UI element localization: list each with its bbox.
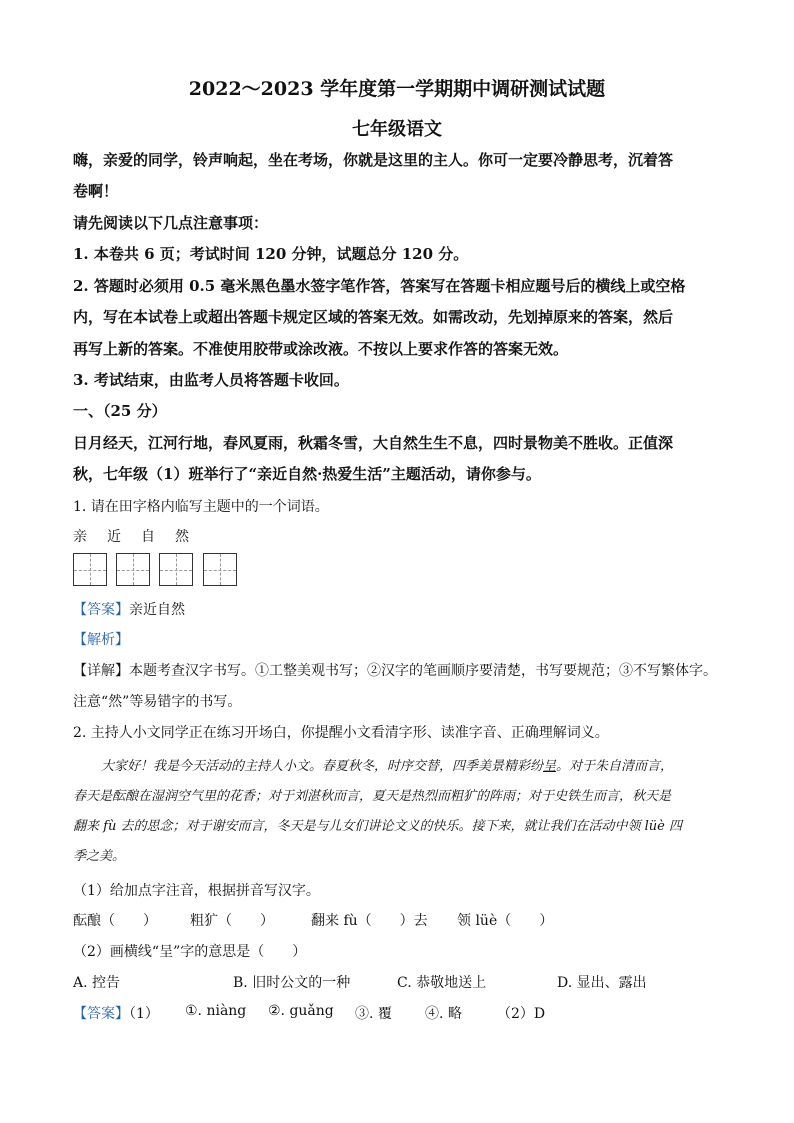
theme-char-4: 然	[175, 529, 189, 545]
exam-title: 2022～2023 学年度第一学期期中调研测试试题	[188, 78, 606, 100]
q2-sub-question-1: （1）给加点字注音，根据拼音写汉字。	[73, 883, 320, 899]
tianzige-box-3[interactable]	[159, 553, 193, 586]
notice-item-1: 1. 本卷共 6 页；考试时间 120 分钟，试题总分 120 分。	[73, 245, 469, 263]
intro-line-1: 嗨，亲爱的同学，铃声响起，坐在考场，你就是这里的主人。你可一定要冷静思考，沉着答	[73, 151, 674, 169]
q2-answer-part-2: ②. guǎng	[268, 1003, 334, 1019]
blank-ling-lue[interactable]: 领 lüè（ ）	[457, 913, 554, 929]
q2-answer: 【答案】（1）	[73, 1006, 159, 1022]
q2-answer-part-5: （2）D	[497, 1006, 546, 1022]
q1-detail	[73, 660, 717, 680]
notice-item-2-cont2: 再写上新的答案。不准使用胶带或涂改液。不按以上要求作答的答案无效。	[73, 340, 569, 358]
tianzige-box-2[interactable]	[116, 553, 150, 586]
q1-answer-text: 亲近自然	[129, 602, 185, 618]
blank-cuguang[interactable]: 粗犷（ ）	[190, 913, 274, 929]
blank-yunniang[interactable]: 酝酿（ ）	[73, 913, 157, 929]
question-1-text: 1. 请在田字格内临写主题中的一个词语。	[73, 499, 329, 515]
option-a[interactable]: A. 控告	[73, 975, 121, 991]
theme-char-2: 近	[107, 529, 121, 545]
blank-fanlai-fu[interactable]: 翻来 fù（ ）去	[311, 913, 428, 929]
tianzige-box-1[interactable]	[73, 553, 107, 586]
exam-subtitle: 七年级语文	[352, 119, 442, 140]
passage-line-2: 春天是酝酿在湿润空气里的花香；对于刘湛秋而言，夏天是热烈而粗犷的阵雨；对于史铁生而言，秋天是	[73, 789, 672, 804]
q1-detail-text: 本题考查汉字书写。①工整美观书写；②汉字的笔画顺序要清楚，书写要规范；③不写繁体字。	[129, 663, 717, 679]
question-2-text: 2. 主持人小文同学正在练习开场白，你提醒小文看清字形、读准字音、正确理解词义。	[73, 725, 609, 741]
passage-line-4: 季之美。	[73, 849, 126, 864]
passage-line-3: 翻来 fù 去的思念；对于谢安而言，冬天是与儿女们讲论文义的快乐。接下来，就让我们在活动中领 lüè 四	[73, 819, 682, 834]
passage-line-1: 大家好！我是今天活动的主持人小文。春夏秋冬，时序交替，四季美景精彩纷呈。对于朱自清而言，	[101, 759, 674, 774]
q1-answer	[73, 599, 185, 619]
q2-answer-part-4: ④. 略	[425, 1006, 462, 1022]
q1-detail-line-2: 注意“然”等易错字的书写。	[73, 694, 242, 710]
detail-tag: 【详解】	[73, 663, 129, 679]
option-b[interactable]: B. 旧时公文的一种	[233, 975, 351, 991]
theme-char-3: 自	[141, 529, 155, 545]
notice-item-2: 2. 答题时必须用 0.5 毫米黑色墨水签字笔作答，答案写在答题卡相应题号后的横线上或空格	[73, 277, 686, 295]
section-one-heading: 一、（25 分）	[73, 402, 167, 420]
q2-answer-part-3: ③. 覆	[355, 1006, 392, 1022]
section-one-text-1: 日月经天，江河行地，春风夏雨，秋霜冬雪，大自然生生不息，四时景物美不胜收。正值深	[73, 434, 674, 452]
notice-heading: 请先阅读以下几点注意事项：	[73, 214, 269, 232]
analysis-tag: 【解析】	[73, 632, 129, 648]
theme-char-1: 亲	[73, 529, 87, 545]
option-d[interactable]: D. 显出、露出	[557, 975, 647, 991]
intro-line-2: 卷啊！	[73, 182, 119, 200]
answer-tag-2: 【答案】	[73, 1006, 129, 1022]
underlined-char-cheng: 呈	[543, 759, 557, 774]
q2-sub-question-2: （2）画横线“呈”字的意思是（ ）	[73, 944, 307, 960]
notice-item-3: 3. 考试结束，由监考人员将答题卡收回。	[73, 371, 349, 389]
answer-tag: 【答案】	[73, 602, 129, 618]
option-c[interactable]: C. 恭敬地送上	[397, 975, 487, 991]
tianzige-box-4[interactable]	[203, 553, 237, 586]
notice-item-2-cont: 内，写在本试卷上或超出答题卡规定区域的答案无效。如需改动，先划掉原来的答案，然后	[73, 308, 674, 326]
q2-answer-part-1: ①. niàng	[185, 1003, 247, 1019]
section-one-text-2: 秋，七年级（1）班举行了“亲近自然·热爱生活”主题活动，请你参与。	[73, 465, 541, 483]
